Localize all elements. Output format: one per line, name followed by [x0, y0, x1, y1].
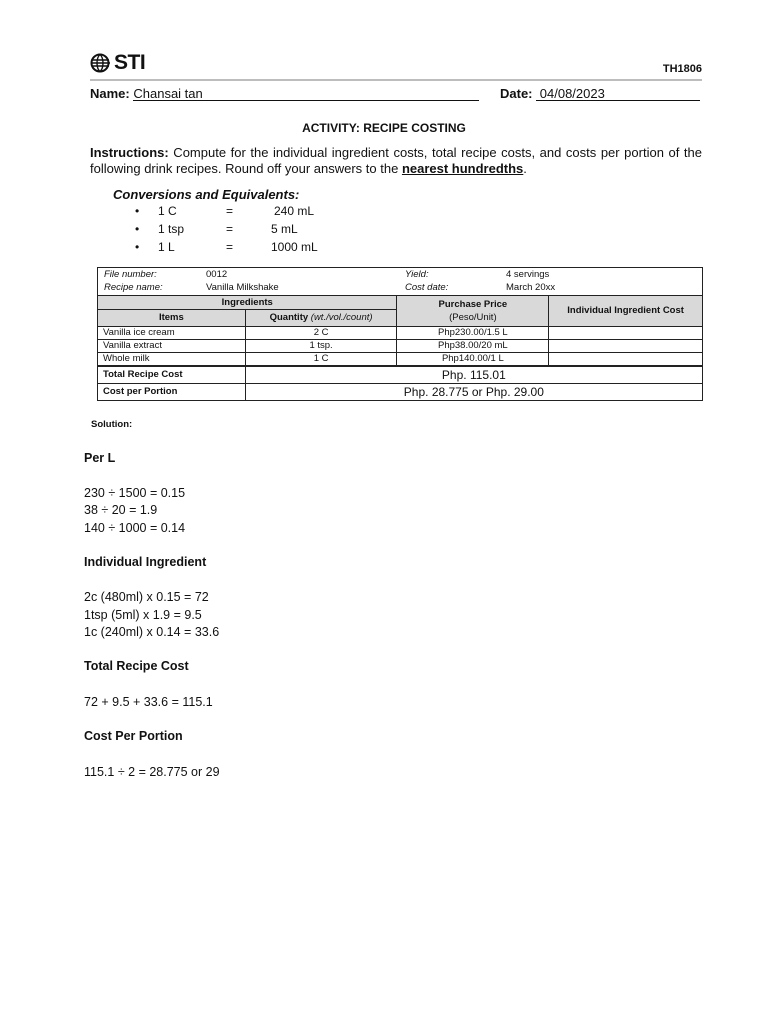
quantity-unit-note: (wt./vol./count) [310, 312, 373, 323]
instructions-text: Compute for the individual ingredient costs, total recipe costs, and costs per portion of the following drink recipes. Round off your answers to the [90, 145, 702, 176]
price-cell: Php38.00/20 mL [397, 340, 549, 353]
quantity-cell: 1 tsp. [245, 340, 397, 353]
quantity-cell: 2 C [245, 327, 397, 340]
date-value-line [536, 86, 700, 101]
instructions [90, 145, 702, 177]
item-cell: Vanilla extract [98, 340, 246, 353]
yield-value: 4 servings [506, 269, 550, 280]
per-l-line: 230 ÷ 1500 = 0.15 [84, 486, 186, 500]
name-value: Chansai tan [133, 86, 203, 101]
per-l-line: 140 ÷ 1000 = 0.14 [84, 521, 186, 535]
conversion-equals: = [226, 204, 234, 218]
portion-row [98, 384, 703, 401]
name-date-row [90, 86, 702, 102]
conversions-title: Conversions and Equivalents: [113, 187, 300, 202]
bullet-icon: • [135, 222, 140, 236]
name-value-line [133, 86, 479, 101]
individual-cost-header: Individual Ingredient Cost [549, 296, 703, 327]
recipe-name-label: Recipe name: [104, 282, 163, 293]
conversion-unit: 1 tsp [158, 222, 185, 236]
globe-icon [90, 53, 112, 73]
portion-value: Php. 28.775 or Php. 29.00 [245, 384, 702, 401]
table-meta-row [98, 268, 703, 296]
individual-heading: Individual Ingredient [84, 555, 207, 569]
file-number-label: File number: [104, 269, 157, 280]
activity-title: ACTIVITY: RECIPE COSTING [302, 121, 466, 135]
conversion-equals: = [226, 222, 234, 236]
yield-label: Yield: [405, 269, 429, 280]
total-line: 72 + 9.5 + 33.6 = 115.1 [84, 695, 213, 709]
bullet-icon: • [135, 240, 140, 254]
quantity-header [245, 310, 397, 327]
recipe-costing-table [97, 267, 703, 401]
per-l-heading: Per L [84, 451, 116, 465]
logo-text: STI [114, 51, 146, 74]
item-cell: Whole milk [98, 353, 246, 367]
date-value: 04/08/2023 [539, 86, 605, 101]
portion-label: Cost per Portion [98, 384, 246, 401]
portion-line: 115.1 ÷ 2 = 28.775 or 29 [84, 765, 220, 779]
cost-cell [549, 340, 703, 353]
items-header: Items [98, 310, 246, 327]
individual-line: 1tsp (5ml) x 1.9 = 9.5 [84, 608, 202, 622]
instructions-end: . [523, 161, 527, 176]
conversion-value: 240 mL [274, 204, 315, 218]
price-cell: Php140.00/1 L [397, 353, 549, 367]
sti-logo [90, 51, 145, 75]
conversion-unit: 1 C [158, 204, 177, 218]
name-label: Name: [90, 86, 130, 101]
cost-date: March 20xx [506, 282, 556, 293]
individual-line: 1c (240ml) x 0.14 = 33.6 [84, 625, 220, 639]
conversion-value: 5 mL [271, 222, 298, 236]
table-row [98, 353, 703, 367]
individual-line: 2c (480ml) x 0.15 = 72 [84, 590, 209, 604]
recipe-name: Vanilla Milkshake [206, 282, 279, 293]
purchase-price-sub: (Peso/Unit) [449, 312, 497, 323]
solution-label: Solution: [91, 419, 133, 430]
conversion-item [135, 204, 395, 220]
conversion-unit: 1 L [158, 240, 175, 254]
ingredients-header: Ingredients [98, 296, 397, 310]
total-heading: Total Recipe Cost [84, 659, 189, 673]
purchase-price-header [397, 296, 549, 327]
instructions-emphasis: nearest hundredths [401, 161, 524, 176]
price-cell: Php230.00/1.5 L [397, 327, 549, 340]
table-header-row [98, 296, 703, 310]
cost-date-label: Cost date: [405, 282, 449, 293]
bullet-icon: • [135, 204, 140, 218]
date-label: Date: [500, 86, 533, 101]
quantity-title: Quantity [269, 312, 309, 323]
cost-cell [549, 353, 703, 367]
conversion-equals: = [226, 240, 234, 254]
conversion-item [135, 222, 395, 238]
purchase-price-title: Purchase Price [438, 299, 508, 310]
table-row [98, 340, 703, 353]
per-l-line: 38 ÷ 20 = 1.9 [84, 503, 158, 517]
cost-cell [549, 327, 703, 340]
total-value: Php. 115.01 [245, 366, 702, 384]
item-cell: Vanilla ice cream [98, 327, 246, 340]
total-label: Total Recipe Cost [98, 366, 246, 384]
name-field [90, 86, 479, 101]
file-number: 0012 [206, 269, 228, 280]
date-field [500, 86, 700, 101]
conversion-value: 1000 mL [271, 240, 318, 254]
quantity-cell: 1 C [245, 353, 397, 367]
total-row [98, 366, 703, 384]
portion-heading: Cost Per Portion [84, 729, 183, 743]
table-row [98, 327, 703, 340]
header-divider [90, 79, 702, 81]
instructions-label: Instructions: [90, 145, 169, 160]
document-code: TH1806 [662, 63, 702, 75]
conversion-item [135, 240, 395, 256]
